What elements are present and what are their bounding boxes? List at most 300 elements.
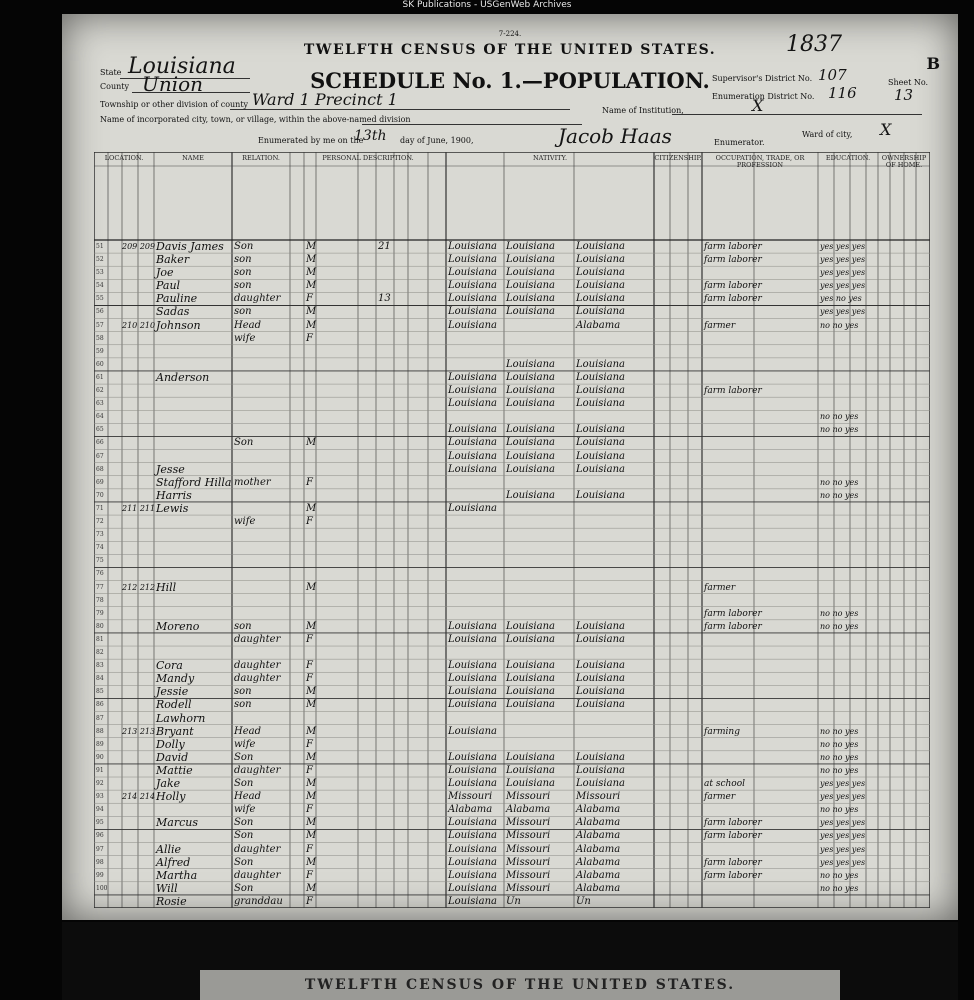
person-name: Jessie: [156, 685, 189, 699]
relation: wife: [234, 804, 256, 816]
birthplace: Louisiana: [448, 424, 497, 436]
row-number: 87: [96, 714, 104, 722]
person-name: Martha: [156, 868, 198, 882]
education: no no yes: [820, 765, 859, 775]
relation: Son: [234, 778, 254, 790]
birthplace: Louisiana: [448, 385, 497, 397]
mother-birthplace: Louisiana: [576, 293, 625, 305]
relation: daughter: [234, 869, 281, 881]
education: no no yes: [820, 412, 859, 422]
education: no no yes: [820, 320, 859, 330]
person-name: Will: [156, 881, 178, 895]
institution-value: X: [752, 96, 764, 115]
sex: F: [306, 476, 313, 488]
education: yes yes yes: [820, 268, 866, 278]
birthplace: Louisiana: [448, 633, 497, 645]
mother-birthplace: Louisiana: [576, 699, 625, 711]
person-name: Johnson: [156, 318, 201, 332]
birthplace: Louisiana: [448, 319, 497, 331]
sex: F: [306, 804, 313, 816]
column-group-header: NATIVITY.: [532, 154, 568, 162]
row-number: 100: [96, 884, 108, 892]
birthplace: Louisiana: [448, 293, 497, 305]
row-number: 53: [96, 269, 104, 277]
relation: son: [234, 620, 252, 632]
education: no no yes: [820, 621, 859, 631]
father-birthplace: Louisiana: [506, 489, 555, 501]
education: no no yes: [820, 870, 859, 880]
relation: granddau: [234, 895, 283, 907]
census-rows: [94, 152, 930, 908]
occupation: farm laborer: [704, 870, 762, 881]
mother-birthplace: Louisiana: [576, 778, 625, 790]
row-number: 66: [96, 439, 104, 447]
father-birthplace: Louisiana: [506, 699, 555, 711]
sex: F: [306, 673, 313, 685]
mother-birthplace: Alabama: [576, 804, 621, 816]
birthplace: Louisiana: [448, 817, 497, 829]
occupation: farm laborer: [704, 281, 762, 292]
occupation: farm laborer: [704, 255, 762, 266]
mother-birthplace: Louisiana: [576, 385, 625, 397]
relation: Son: [234, 856, 254, 868]
dwelling-number: 211 211: [122, 503, 156, 513]
sex: M: [306, 817, 317, 829]
father-birthplace: Louisiana: [506, 254, 555, 266]
person-name: Alfred: [156, 855, 191, 869]
county-value: Union: [142, 72, 204, 96]
birthplace: Louisiana: [448, 280, 497, 292]
person-name: Lewis: [156, 501, 189, 515]
row-number: 99: [96, 871, 104, 879]
next-page-strip: [200, 970, 840, 1000]
ward-label: Ward of city,: [802, 130, 853, 139]
row-number: 69: [96, 478, 104, 486]
education: yes yes yes: [820, 281, 866, 291]
column-group-header: OWNERSHIP OF HOME.: [881, 154, 927, 169]
father-birthplace: Louisiana: [506, 673, 555, 685]
row-number: 60: [96, 360, 104, 368]
person-name: Anderson: [156, 370, 210, 384]
row-number: 96: [96, 832, 104, 840]
row-number: 77: [96, 583, 104, 591]
education: no no yes: [820, 425, 859, 435]
page-stamp: 1837: [786, 32, 842, 57]
person-name: Stafford Hilla: [156, 475, 232, 489]
occupation: farm laborer: [704, 831, 762, 842]
person-name: Davis James: [156, 240, 224, 253]
father-birthplace: Missouri: [506, 791, 551, 803]
mother-birthplace: Louisiana: [576, 254, 625, 266]
row-number: 51: [96, 243, 104, 250]
person-name: Dolly: [156, 737, 185, 751]
mother-birthplace: Alabama: [576, 869, 621, 881]
education: yes yes yes: [820, 844, 866, 854]
enum-district-value: 116: [828, 84, 857, 102]
education: no no yes: [820, 739, 859, 749]
education: yes yes yes: [820, 307, 866, 317]
column-group-header: CITIZENSHIP.: [654, 154, 702, 162]
mother-birthplace: Un: [576, 895, 591, 907]
relation: daughter: [234, 660, 281, 672]
relation: son: [234, 254, 252, 266]
person-name: Rodell: [156, 698, 192, 712]
relation: son: [234, 686, 252, 698]
person-name: Cora: [156, 659, 183, 673]
education: no no yes: [820, 477, 859, 487]
age: 21: [378, 241, 391, 252]
supervisor-value: 107: [818, 66, 847, 84]
row-number: 59: [96, 347, 104, 355]
dwelling-number: 214 214: [122, 792, 156, 802]
occupation: farm laborer: [704, 294, 762, 305]
birthplace: Louisiana: [448, 830, 497, 842]
city-label: Name of incorporated city, town, or village, within the above-named division: [100, 115, 411, 124]
person-name: Moreno: [156, 619, 200, 633]
occupation: farming: [704, 726, 740, 737]
relation: daughter: [234, 293, 281, 305]
person-name: Jesse: [156, 462, 185, 476]
relation: Son: [234, 830, 254, 842]
relation: son: [234, 267, 252, 279]
occupation: farm laborer: [704, 621, 762, 632]
father-birthplace: Louisiana: [506, 660, 555, 672]
education: yes yes yes: [820, 831, 866, 841]
mother-birthplace: Alabama: [576, 882, 621, 894]
row-number: 71: [96, 504, 104, 512]
occupation: farm laborer: [704, 857, 762, 868]
sex: M: [306, 280, 317, 292]
row-number: 57: [96, 321, 104, 329]
township-value: Ward 1 Precinct 1: [252, 90, 398, 109]
census-sheet: [62, 14, 958, 920]
father-birthplace: Louisiana: [506, 293, 555, 305]
mother-birthplace: Louisiana: [576, 450, 625, 462]
occupation: farmer: [704, 320, 736, 331]
mother-birthplace: Alabama: [576, 856, 621, 868]
mother-birthplace: Louisiana: [576, 424, 625, 436]
person-name: Allie: [156, 842, 182, 856]
education: no no yes: [820, 805, 859, 815]
father-birthplace: Louisiana: [506, 358, 555, 370]
education: no no yes: [820, 752, 859, 762]
education: no no yes: [820, 883, 859, 893]
mother-birthplace: Louisiana: [576, 633, 625, 645]
row-number: 72: [96, 518, 104, 526]
person-name: Holly: [156, 790, 186, 804]
father-birthplace: Louisiana: [506, 764, 555, 776]
sex: M: [306, 319, 317, 331]
birthplace: Louisiana: [448, 699, 497, 711]
relation: son: [234, 699, 252, 711]
father-birthplace: Missouri: [506, 830, 551, 842]
person-name: Mandy: [156, 672, 195, 686]
sex: M: [306, 751, 317, 763]
person-name: David: [156, 750, 189, 764]
mother-birthplace: Alabama: [576, 319, 621, 331]
occupation: farm laborer: [704, 386, 762, 397]
birthplace: Louisiana: [448, 843, 497, 855]
relation: wife: [234, 516, 256, 528]
father-birthplace: Louisiana: [506, 398, 555, 410]
person-name: Rosie: [156, 894, 187, 908]
enumerator-label: Enumerator.: [714, 138, 765, 147]
occupation: farm laborer: [704, 608, 762, 619]
sex: M: [306, 856, 317, 868]
birthplace: Louisiana: [448, 398, 497, 410]
mother-birthplace: Louisiana: [576, 241, 625, 252]
row-number: 56: [96, 308, 104, 316]
next-page-title: TWELFTH CENSUS OF THE UNITED STATES.: [304, 977, 736, 993]
father-birthplace: Louisiana: [506, 437, 555, 449]
row-number: 63: [96, 400, 104, 408]
birthplace: Louisiana: [448, 673, 497, 685]
row-number: 98: [96, 858, 104, 866]
institution-label: Name of Institution,: [602, 106, 684, 115]
education: yes yes yes: [820, 242, 866, 251]
mother-birthplace: Louisiana: [576, 398, 625, 410]
mother-birthplace: Alabama: [576, 843, 621, 855]
sex: M: [306, 778, 317, 790]
mother-birthplace: Louisiana: [576, 489, 625, 501]
row-number: 61: [96, 373, 104, 381]
row-number: 88: [96, 727, 104, 735]
dwelling-number: 212 212: [122, 582, 156, 592]
education: yes yes yes: [820, 255, 866, 265]
person-name: Harris: [156, 488, 192, 502]
row-number: 81: [96, 635, 104, 643]
birthplace: Louisiana: [448, 856, 497, 868]
mother-birthplace: Louisiana: [576, 686, 625, 698]
father-birthplace: Louisiana: [506, 306, 555, 318]
father-birthplace: Missouri: [506, 882, 551, 894]
father-birthplace: Louisiana: [506, 241, 555, 252]
relation: Son: [234, 882, 254, 894]
mother-birthplace: Louisiana: [576, 306, 625, 318]
row-number: 83: [96, 662, 104, 670]
row-number: 67: [96, 452, 104, 460]
sex: F: [306, 633, 313, 645]
occupation: farm laborer: [704, 818, 762, 829]
relation: Head: [234, 791, 262, 803]
person-name: Paul: [156, 279, 181, 293]
birthplace: Louisiana: [448, 306, 497, 318]
age: 13: [378, 293, 391, 305]
mother-birthplace: Louisiana: [576, 673, 625, 685]
mother-birthplace: Louisiana: [576, 371, 625, 383]
relation: daughter: [234, 764, 281, 776]
father-birthplace: Louisiana: [506, 620, 555, 632]
row-number: 58: [96, 334, 104, 342]
row-number: 92: [96, 780, 104, 788]
father-birthplace: Missouri: [506, 843, 551, 855]
sex: M: [306, 306, 317, 318]
father-birthplace: Louisiana: [506, 751, 555, 763]
row-number: 97: [96, 845, 104, 853]
person-name: Lawhorn: [156, 711, 206, 725]
row-number: 89: [96, 740, 104, 748]
father-birthplace: Louisiana: [506, 686, 555, 698]
sex: M: [306, 620, 317, 632]
county-label: County: [100, 82, 129, 91]
supervisor-label: Supervisor's District No.: [712, 74, 813, 83]
relation: Son: [234, 751, 254, 763]
birthplace: Louisiana: [448, 502, 497, 514]
birthplace: Louisiana: [448, 869, 497, 881]
father-birthplace: Missouri: [506, 817, 551, 829]
sex: F: [306, 293, 313, 305]
site-banner: SK Publications - USGenWeb Archives: [402, 0, 572, 10]
column-group-header: EDUCATION.: [825, 154, 871, 162]
sex: F: [306, 660, 313, 672]
column-group-header: NAME: [182, 154, 204, 162]
mother-birthplace: Louisiana: [576, 764, 625, 776]
sex: M: [306, 686, 317, 698]
row-number: 55: [96, 295, 104, 303]
relation: Head: [234, 725, 262, 737]
birthplace: Louisiana: [448, 778, 497, 790]
sex: F: [306, 764, 313, 776]
enumerated-tail: day of June, 1900,: [400, 136, 474, 145]
relation: Son: [234, 817, 254, 829]
dwelling-number: 210 210: [122, 320, 156, 330]
occupation: at school: [704, 779, 746, 790]
column-group-header: PERSONAL DESCRIPTION.: [322, 154, 414, 162]
father-birthplace: Missouri: [506, 869, 551, 881]
dwelling-number: 213 213: [122, 726, 156, 736]
sex: M: [306, 267, 317, 279]
row-number: 76: [96, 570, 104, 578]
sex: F: [306, 843, 313, 855]
birthplace: Louisiana: [448, 882, 497, 894]
mother-birthplace: Louisiana: [576, 751, 625, 763]
person-name: Bryant: [156, 724, 194, 738]
schedule-title: SCHEDULE No. 1.—POPULATION.: [310, 68, 710, 93]
relation: son: [234, 306, 252, 318]
father-birthplace: Louisiana: [506, 463, 555, 475]
row-number: 68: [96, 465, 104, 473]
form-number: 7-224.: [498, 30, 522, 38]
sex: M: [306, 791, 317, 803]
birthplace: Louisiana: [448, 437, 497, 449]
father-birthplace: Louisiana: [506, 450, 555, 462]
row-number: 62: [96, 387, 104, 395]
column-group-header: RELATION.: [242, 154, 280, 162]
row-number: 85: [96, 688, 104, 696]
father-birthplace: Alabama: [506, 804, 551, 816]
father-birthplace: Louisiana: [506, 778, 555, 790]
mother-birthplace: Alabama: [576, 830, 621, 842]
birthplace: Louisiana: [448, 463, 497, 475]
row-number: 70: [96, 491, 104, 499]
person-name: Jake: [156, 777, 181, 791]
birthplace: Louisiana: [448, 725, 497, 737]
township-label: Township or other division of county: [100, 100, 249, 109]
row-number: 65: [96, 426, 104, 434]
birthplace: Louisiana: [448, 620, 497, 632]
person-name: Sadas: [156, 305, 190, 319]
sex: F: [306, 895, 313, 907]
row-number: 91: [96, 766, 104, 774]
sex: M: [306, 830, 317, 842]
relation: wife: [234, 332, 256, 344]
birthplace: Louisiana: [448, 241, 497, 252]
sheet-value: 13: [894, 86, 914, 104]
occupation: farmer: [704, 792, 736, 803]
mother-birthplace: Louisiana: [576, 463, 625, 475]
sex: M: [306, 254, 317, 266]
mother-birthplace: Louisiana: [576, 280, 625, 292]
sheet-label: Sheet No.: [888, 78, 929, 87]
person-name: Pauline: [156, 292, 198, 306]
enum-district-label: Enumeration District No.: [712, 92, 815, 101]
mother-birthplace: Louisiana: [576, 620, 625, 632]
father-birthplace: Louisiana: [506, 633, 555, 645]
ward-value: X: [880, 120, 892, 139]
column-group-header: LOCATION.: [104, 154, 144, 162]
education: no no yes: [820, 490, 859, 500]
person-name: Hill: [156, 580, 177, 594]
education: no no yes: [820, 608, 859, 618]
row-number: 73: [96, 531, 104, 539]
sex: M: [306, 725, 317, 737]
relation: Head: [234, 319, 262, 331]
occupation: farmer: [704, 582, 736, 593]
row-number: 82: [96, 649, 104, 657]
sex: M: [306, 502, 317, 514]
row-number: 52: [96, 256, 104, 264]
education: yes yes yes: [820, 857, 866, 867]
birthplace: Louisiana: [448, 764, 497, 776]
relation: Son: [234, 241, 254, 252]
page-title: TWELFTH CENSUS OF THE UNITED STATES.: [303, 42, 717, 58]
birthplace: Missouri: [448, 791, 493, 803]
sex: M: [306, 241, 317, 252]
mother-birthplace: Louisiana: [576, 358, 625, 370]
row-number: 79: [96, 609, 104, 617]
row-number: 80: [96, 622, 104, 630]
relation: mother: [234, 476, 271, 488]
column-group-header: OCCUPATION, TRADE, OR PROFESSION: [715, 154, 805, 169]
sex: M: [306, 699, 317, 711]
mother-birthplace: Alabama: [576, 817, 621, 829]
row-number: 95: [96, 819, 104, 827]
birthplace: Louisiana: [448, 686, 497, 698]
person-name: Marcus: [156, 816, 198, 830]
row-number: 94: [96, 806, 104, 814]
relation: daughter: [234, 633, 281, 645]
father-birthplace: Louisiana: [506, 371, 555, 383]
row-number: 90: [96, 753, 104, 761]
mother-birthplace: Louisiana: [576, 437, 625, 449]
birthplace: Louisiana: [448, 371, 497, 383]
education: no no yes: [820, 726, 859, 736]
sex: M: [306, 581, 317, 593]
education: yes yes yes: [820, 779, 866, 789]
mother-birthplace: Missouri: [576, 791, 621, 803]
occupation: farm laborer: [704, 242, 762, 252]
birthplace: Louisiana: [448, 751, 497, 763]
education: yes yes yes: [820, 818, 866, 828]
birthplace: Louisiana: [448, 660, 497, 672]
birthplace: Louisiana: [448, 450, 497, 462]
row-number: 75: [96, 557, 104, 565]
sex: F: [306, 332, 313, 344]
birthplace: Louisiana: [448, 254, 497, 266]
relation: son: [234, 280, 252, 292]
birthplace: Louisiana: [448, 895, 497, 907]
education: yes no yes: [820, 294, 862, 304]
